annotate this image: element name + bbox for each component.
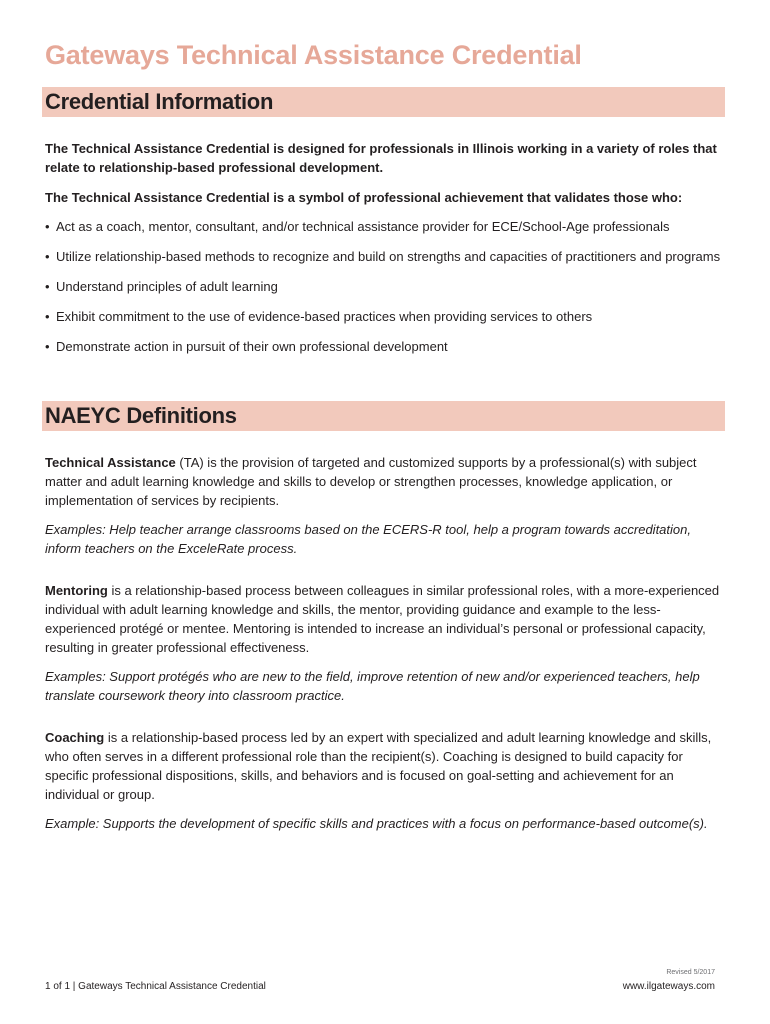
list-item: • Utilize relationship-based methods to recognize and build on strengths and capacities of practitioners and programs	[45, 247, 725, 266]
coaching-text: is a relationship-based process led by an expert with specialized and adult learning knowledge and skills, who often serves in a different professional role than the recipient(s). Coaching is designed to build capacity for specific professional dispositions, skills, and behaviors and is focused on goal-setting and achievement for an individual or group.	[45, 730, 712, 802]
footer-page-info: 1 of 1 | Gateways Technical Assistance Credential	[45, 981, 266, 992]
credential-info-heading: Credential Information	[45, 89, 274, 114]
credential-criteria-list	[45, 217, 725, 367]
list-item: • Demonstrate action in pursuit of their own professional development	[45, 337, 725, 356]
credential-lead-in: The Technical Assistance Credential is a symbol of professional achievement that validates those who:	[45, 190, 683, 205]
footer-website-link[interactable]: www.ilgateways.com	[622, 981, 715, 992]
document-title: Gateways Technical Assistance Credential	[45, 40, 582, 70]
coaching-definition	[45, 728, 725, 804]
credential-intro-paragraph: The Technical Assistance Credential is designed for professionals in Illinois working in a variety of roles that relate to relationship-based professional development.	[45, 141, 717, 175]
mentoring-definition	[45, 581, 725, 657]
technical-assistance-example: Examples: Help teacher arrange classrooms based on the ECERS-R tool, help a program towards accreditation, inform teachers on the ExceleRate process.	[45, 522, 691, 556]
mentoring-text: is a relationship-based process between colleagues in similar professional roles, with a more-experienced individual with adult learning knowledge and skills, the mentor, providing guidance and example to the less-experienced protégé or mentee. Mentoring is intended to increase an individual’s personal or professional capacity, resulting in greater professional effectiveness.	[45, 583, 720, 655]
list-item: • Act as a coach, mentor, consultant, and/or technical assistance provider for ECE/School-Age professionals	[45, 217, 725, 236]
list-item: • Exhibit commitment to the use of evidence-based practices when providing services to others	[45, 307, 725, 326]
footer-revised-date: Revised 5/2017	[666, 969, 715, 976]
mentoring-term: Mentoring	[45, 583, 108, 598]
technical-assistance-term: Technical Assistance	[45, 455, 176, 470]
naeyc-header-bar	[42, 401, 725, 431]
credential-info-header-bar	[42, 87, 725, 117]
naeyc-heading: NAEYC Definitions	[45, 403, 237, 428]
mentoring-example: Examples: Support protégés who are new to the field, improve retention of new and/or experienced teachers, help translate coursework theory into classroom practice.	[45, 669, 700, 703]
technical-assistance-text: (TA) is the provision of targeted and customized supports by a professional(s) with subject matter and adult learning knowledge and skills to develop or strengthen processes, knowledge application, or implementation of services by recipients.	[45, 455, 697, 508]
coaching-example: Example: Supports the development of specific skills and practices with a focus on performance-based outcome(s).	[45, 816, 708, 831]
coaching-term: Coaching	[45, 730, 105, 745]
technical-assistance-definition	[45, 453, 725, 510]
list-item: • Understand principles of adult learning	[45, 277, 725, 296]
